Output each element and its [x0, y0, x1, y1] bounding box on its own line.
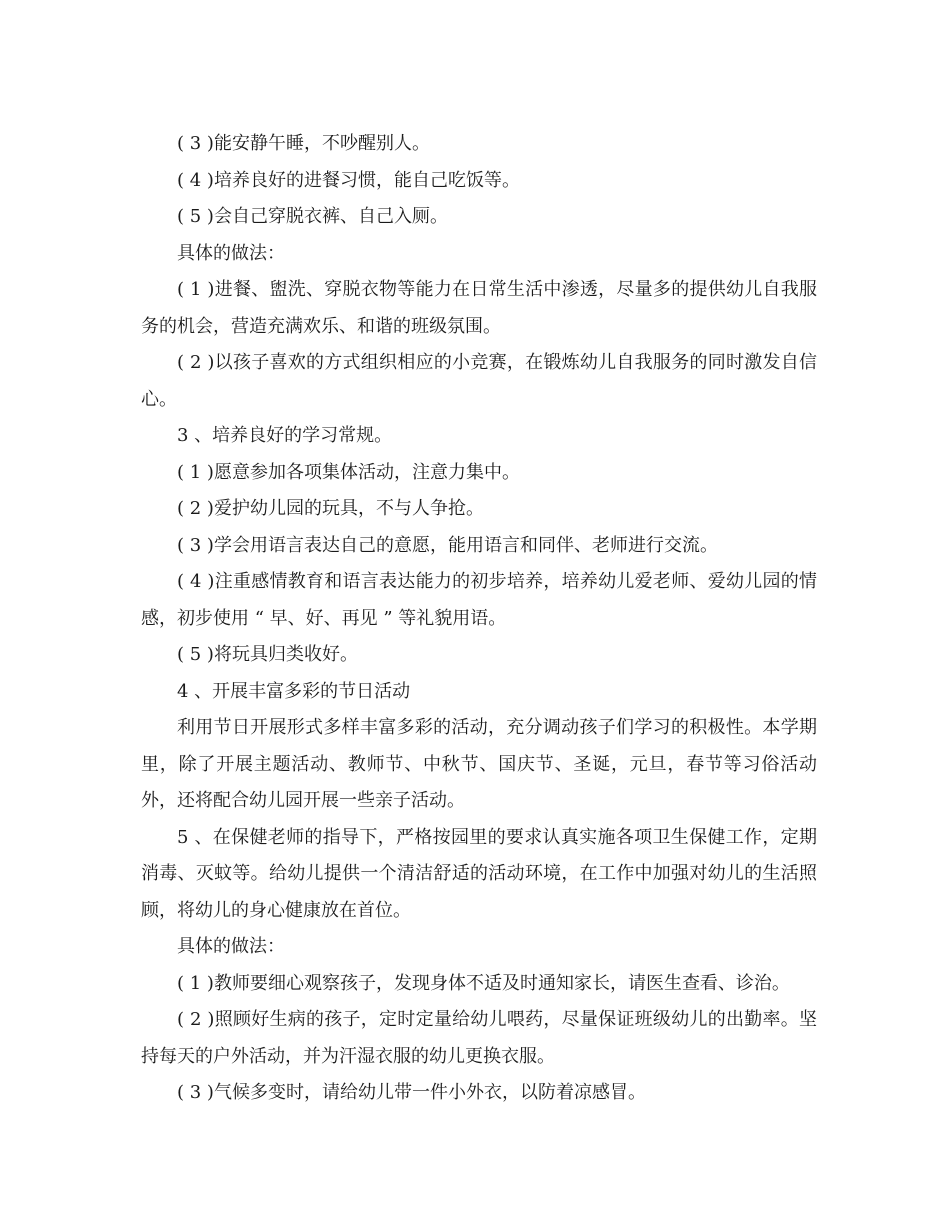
- paragraph: ( 3 )气候多变时，请给幼儿带一件小外衣，以防着凉感冒。: [177, 1082, 646, 1103]
- section-subheading: 具体的做法：: [177, 936, 285, 957]
- section-heading: 3 、培养良好的学习常规。: [177, 425, 393, 446]
- paragraph: ( 2 )爱护幼儿园的玩具，不与人争抢。: [177, 498, 484, 519]
- paragraph: 利用节日开展形式多样丰富多彩的活动，充分调动孩子们学习的积极性。本学期里，除了开展主题活动、教师节、中秋节、国庆节、圣诞，元旦，春节等习俗活动外，还将配合幼儿园开展一些亲子活动。: [141, 717, 817, 811]
- section-heading: 4 、开展丰富多彩的节日活动: [177, 680, 411, 702]
- paragraph: ( 1 )进餐、盥洗、穿脱衣物等能力在日常生活中渗透，尽量多的提供幼儿自我服务的机会，营造充满欢乐、和谐的班级氛围。: [141, 279, 817, 337]
- paragraph: ( 2 )以孩子喜欢的方式组织相应的小竞赛，在锻炼幼儿自我服务的同时激发自信心。: [141, 352, 817, 410]
- paragraph: ( 4 )培养良好的进餐习惯，能自己吃饭等。: [177, 169, 520, 191]
- paragraph: ( 5 )会自己穿脱衣裤、自己入厕。: [177, 206, 448, 227]
- paragraph: ( 5 )将玩具归类收好。: [177, 644, 358, 665]
- paragraph: ( 1 )愿意参加各项集体活动，注意力集中。: [177, 461, 520, 483]
- paragraph: ( 4 )注重感情教育和语言表达能力的初步培养，培养幼儿爱老师、爱幼儿园的情感，初步使用 “ 早、好、再见 ” 等礼貌用语。: [141, 571, 817, 629]
- paragraph: ( 1 )教师要细心观察孩子，发现身体不适及时通知家长，请医生查看、诊治。: [177, 972, 790, 994]
- paragraph: ( 2 )照顾好生病的孩子，定时定量给幼儿喂药，尽量保证班级幼儿的出勤率。坚持每天的户外活动，并为汗湿衣服的幼儿更换衣服。: [141, 1009, 817, 1067]
- document-body: [141, 126, 817, 1112]
- paragraph: ( 3 )学会用语言表达自己的意愿，能用语言和同伴、老师进行交流。: [177, 534, 718, 556]
- paragraph: ( 3 )能安静午睡，不吵醒别人。: [177, 133, 430, 154]
- section-subheading: 具体的做法：: [177, 242, 285, 264]
- section-heading: 5 、在保健老师的指导下，严格按园里的要求认真实施各项卫生保健工作，定期消毒、灭蚊等。给幼儿提供一个清洁舒适的活动环境，在工作中加强对幼儿的生活照顾，将幼儿的身心健康放在首位。: [141, 826, 817, 921]
